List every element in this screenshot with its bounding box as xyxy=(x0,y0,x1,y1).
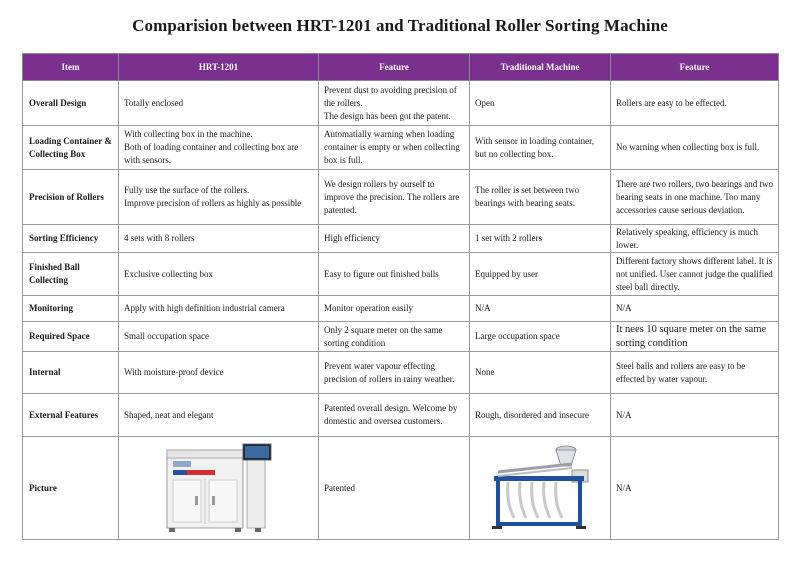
header-item: Item xyxy=(23,54,119,81)
table-row xyxy=(23,352,779,394)
table-row xyxy=(23,253,779,296)
row-item-label: Precision of Rollers xyxy=(23,170,119,225)
traditional-cell: The roller is set between two bearings with bearing seats. xyxy=(470,170,611,225)
row-item-label: Loading Container & Collecting Box xyxy=(23,126,119,170)
header-traditional: Traditional Machine xyxy=(470,54,611,81)
row-item-label: External Features xyxy=(23,394,119,437)
table-row xyxy=(23,296,779,322)
table-row xyxy=(23,437,779,540)
comparison-table xyxy=(22,53,779,540)
header-traditional-feature: Feature xyxy=(611,54,779,81)
traditional-cell: Rough, disordered and insecure xyxy=(470,394,611,437)
traditional-cell: Large occupation space xyxy=(470,322,611,352)
row-item-label: Overall Design xyxy=(23,81,119,126)
open-roller-machine-image xyxy=(480,442,600,534)
table-row xyxy=(23,394,779,437)
hrt-feature-cell: High efficiency xyxy=(319,225,470,253)
table-row xyxy=(23,170,779,225)
hrt-picture-cell xyxy=(119,437,319,540)
hrt-feature-cell: Automatially warning when loading container is empty or when collecting box is full. xyxy=(319,126,470,170)
hrt-cell: Fully use the surface of the rollers. Improve precision of rollers as highly as possible xyxy=(119,170,319,225)
hrt-cell: Exclusive collecting box xyxy=(119,253,319,296)
header-row xyxy=(23,54,779,81)
traditional-feature-cell: N/A xyxy=(611,437,779,540)
header-hrt: HRT-1201 xyxy=(119,54,319,81)
traditional-cell: None xyxy=(470,352,611,394)
table-row xyxy=(23,322,779,352)
hrt-cell: With moisture-proof device xyxy=(119,352,319,394)
page-title: Comparision between HRT-1201 and Traditional Roller Sorting Machine xyxy=(132,16,668,35)
hrt-cell: Shaped, neat and elegant xyxy=(119,394,319,437)
hrt-cell: Small occupation space xyxy=(119,322,319,352)
traditional-cell: Equipped by user xyxy=(470,253,611,296)
traditional-cell: N/A xyxy=(470,296,611,322)
row-item-label: Picture xyxy=(23,437,119,540)
hrt-cell: With collecting box in the machine. Both of loading container and collecting box are with sensors. xyxy=(119,126,319,170)
hrt-feature-cell: We design rollers by ourself to improve the precision. The rollers are patented. xyxy=(319,170,470,225)
table-row xyxy=(23,126,779,170)
traditional-cell: 1 set with 2 rollers xyxy=(470,225,611,253)
traditional-feature-cell: There are two rollers, two bearings and two bearing seats in one machine. Too many accessories cause serious deviation. xyxy=(611,170,779,225)
hrt-feature-cell: Monitor operation easily xyxy=(319,296,470,322)
row-item-label: Monitoring xyxy=(23,296,119,322)
row-item-label: Internal xyxy=(23,352,119,394)
traditional-feature-cell: Steel balls and rollers are easy to be effected by water vapour. xyxy=(611,352,779,394)
traditional-picture-cell xyxy=(470,437,611,540)
hrt-cell: Totally enclosed xyxy=(119,81,319,126)
row-item-label: Sorting Efficiency xyxy=(23,225,119,253)
hrt-feature-cell: Patented overall design. Welcome by domestic and oversea customers. xyxy=(319,394,470,437)
traditional-feature-cell: Different factory shows different label. It is not unified. User cannot judge the qualified steel ball directly. xyxy=(611,253,779,296)
hrt-feature-cell: Easy to figure out finished balls xyxy=(319,253,470,296)
traditional-cell: With sensor in loading container, but no collecting box. xyxy=(470,126,611,170)
hrt-feature-cell: Prevent dust to avoiding precision of the rollers. The design has been got the patent. xyxy=(319,81,470,126)
traditional-feature-cell: N/A xyxy=(611,296,779,322)
table-row xyxy=(23,225,779,253)
hrt-cell: Apply with high definition industrial camera xyxy=(119,296,319,322)
enclosed-sorting-machine-image xyxy=(159,440,279,536)
hrt-feature-cell: Patented xyxy=(319,437,470,540)
row-item-label: Required Space xyxy=(23,322,119,352)
traditional-feature-cell: It nees 10 square meter on the same sorting condition xyxy=(611,322,779,352)
row-item-label: Finished Ball Collecting xyxy=(23,253,119,296)
hrt-cell: 4 sets with 8 rollers xyxy=(119,225,319,253)
traditional-feature-cell: No warning when collecting box is full. xyxy=(611,126,779,170)
traditional-feature-cell: Relatively speaking, efficiency is much lower. xyxy=(611,225,779,253)
hrt-feature-cell: Prevent water vapour effecting precision of rollers in rainy weather. xyxy=(319,352,470,394)
header-hrt-feature: Feature xyxy=(319,54,470,81)
table-row xyxy=(23,81,779,126)
hrt-feature-cell: Only 2 square meter on the same sorting condition xyxy=(319,322,470,352)
traditional-cell: Open xyxy=(470,81,611,126)
traditional-feature-cell: N/A xyxy=(611,394,779,437)
traditional-feature-cell: Rollers are easy to be effected. xyxy=(611,81,779,126)
